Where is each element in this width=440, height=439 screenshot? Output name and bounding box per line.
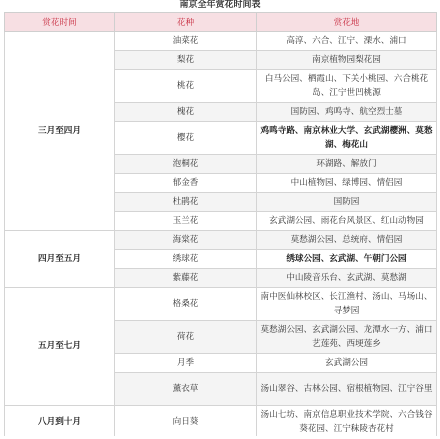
table-row xyxy=(5,231,437,250)
place-cell: 白马公园、栖霞山、下关小桃园、六合桃花岛、江宁世凹桃源 xyxy=(257,70,437,103)
flower-cell: 绣球花 xyxy=(115,250,257,269)
month-cell: 八月到十月 xyxy=(5,406,115,439)
flower-cell: 槐花 xyxy=(115,103,257,122)
flower-cell: 玉兰花 xyxy=(115,212,257,231)
place-cell: 玄武湖公园、雨花台风景区、红山动物园 xyxy=(257,212,437,231)
flower-cell: 薰衣草 xyxy=(115,373,257,406)
place-cell: 汤山七坊、南京信息职业技术学院、六合钱谷葵花园、江宁秣陵杏花村 xyxy=(257,406,437,439)
flower-cell: 格桑花 xyxy=(115,288,257,321)
flower-cell: 荷花 xyxy=(115,321,257,354)
place-cell: 绣球公园、玄武湖、午朝门公园 xyxy=(257,250,437,269)
month-cell: 四月至五月 xyxy=(5,231,115,288)
flower-cell: 海棠花 xyxy=(115,231,257,250)
place-cell: 莫愁湖公园、玄武湖公园、龙潭水一方、浦口艺莲苑、西埂莲乡 xyxy=(257,321,437,354)
flower-cell: 梨花 xyxy=(115,51,257,70)
place-cell: 莫愁湖公园、总统府、情侣园 xyxy=(257,231,437,250)
place-cell: 中山陵音乐台、玄武湖、莫愁湖 xyxy=(257,269,437,288)
flower-cell: 泡桐花 xyxy=(115,155,257,174)
table-row xyxy=(5,288,437,321)
flower-cell: 樱花 xyxy=(115,122,257,155)
place-cell: 中山植物园、绿博园、情侣园 xyxy=(257,174,437,193)
place-cell: 高淳、六合、江宁、溧水、浦口 xyxy=(257,32,437,51)
month-cell: 五月至七月 xyxy=(5,288,115,406)
header-flower: 花种 xyxy=(115,13,257,32)
place-cell: 鸡鸣寺路、南京林业大学、玄武湖樱洲、莫愁湖、梅花山 xyxy=(257,122,437,155)
place-cell: 国防园、鸡鸣寺、航空烈士墓 xyxy=(257,103,437,122)
flower-cell: 月季 xyxy=(115,354,257,373)
place-cell: 南京植物园梨花园 xyxy=(257,51,437,70)
flower-cell: 紫藤花 xyxy=(115,269,257,288)
page-title: 南京全年赏花时间表 xyxy=(179,0,261,10)
table-row xyxy=(5,406,437,439)
header-row xyxy=(5,13,437,32)
place-cell: 玄武湖公园 xyxy=(257,354,437,373)
flower-schedule-table xyxy=(4,12,437,439)
header-place: 赏花地 xyxy=(257,13,437,32)
month-cell: 三月至四月 xyxy=(5,32,115,231)
flower-cell: 桃花 xyxy=(115,70,257,103)
place-cell: 南中医仙林校区、长江渔村、汤山、马场山、寻梦园 xyxy=(257,288,437,321)
flower-cell: 郁金香 xyxy=(115,174,257,193)
place-cell: 环湖路、解放门 xyxy=(257,155,437,174)
table-row xyxy=(5,32,437,51)
place-cell: 汤山翠谷、古林公园、宿根植物园、江宁谷里 xyxy=(257,373,437,406)
flower-cell: 向日葵 xyxy=(115,406,257,439)
flower-cell: 油菜花 xyxy=(115,32,257,51)
flower-cell: 杜鹃花 xyxy=(115,193,257,212)
place-cell: 国防园 xyxy=(257,193,437,212)
header-time: 赏花时间 xyxy=(5,13,115,32)
